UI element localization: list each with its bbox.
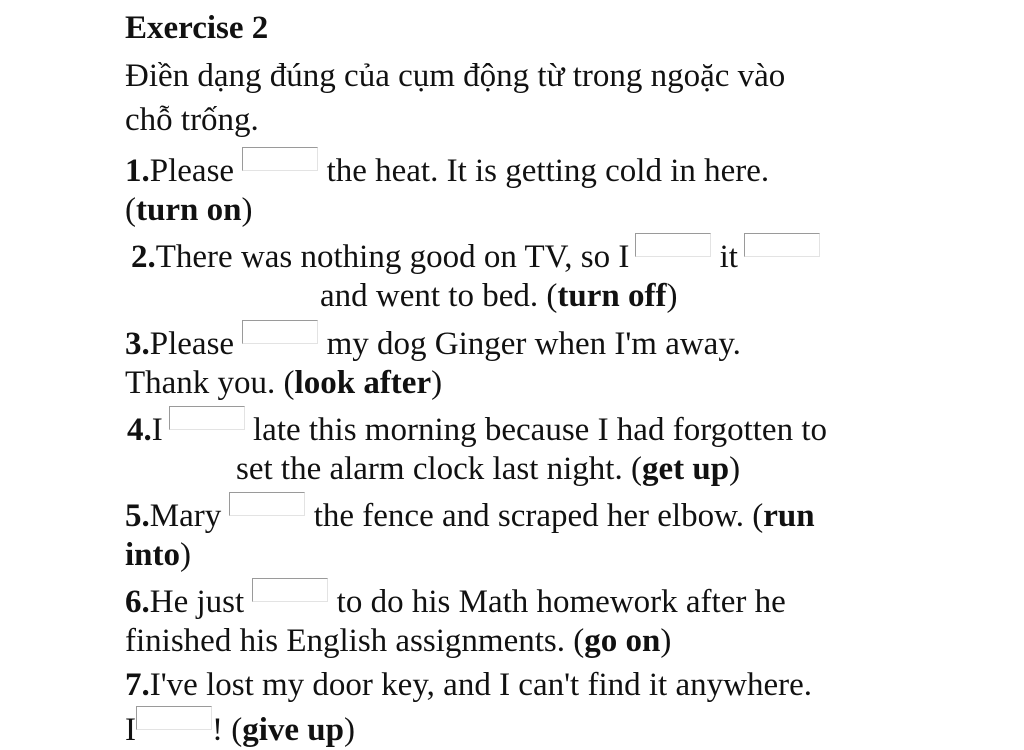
hint-verb: get up [641, 451, 730, 487]
item-4-line-1 [127, 406, 827, 450]
answer-blank-2a[interactable] [635, 233, 711, 257]
item-5-line-1 [125, 492, 815, 536]
item-1-line-2 [125, 190, 252, 230]
item-text: ! ( [212, 712, 243, 748]
answer-blank-3[interactable] [242, 320, 318, 344]
paren: ) [666, 278, 678, 314]
paren: ( [125, 192, 136, 228]
hint-verb: go on [584, 623, 661, 659]
item-text: Thank you. ( [125, 365, 295, 401]
paren: ) [344, 712, 356, 748]
hint-verb: look after [294, 365, 432, 401]
answer-blank-5[interactable] [229, 492, 305, 516]
item-number: 3. [125, 326, 150, 362]
answer-blank-1[interactable] [242, 147, 318, 171]
paren: ) [180, 537, 192, 573]
item-2-line-1 [131, 233, 820, 277]
item-text: Mary [149, 498, 222, 534]
item-7-line-2 [125, 706, 355, 750]
item-number: 2. [131, 239, 156, 275]
item-text: finished his English assignments. ( [125, 623, 585, 659]
item-number: 4. [127, 412, 152, 448]
item-3-line-1 [125, 320, 741, 364]
item-5-line-2 [125, 535, 191, 575]
item-number: 7. [125, 667, 150, 703]
item-6-line-1 [125, 578, 786, 622]
instruction-line-2: chỗ trống. [125, 102, 259, 138]
item-text: my dog Ginger when I'm away. [326, 326, 741, 362]
answer-blank-4[interactable] [169, 406, 245, 430]
item-number: 6. [125, 584, 150, 620]
item-text: and went to bed. ( [320, 278, 558, 314]
item-text: There was nothing good on TV, so I [155, 239, 630, 275]
item-text: I [125, 712, 136, 748]
paren: ) [431, 365, 443, 401]
item-text: I [151, 412, 163, 448]
paren: ) [660, 623, 672, 659]
answer-blank-6[interactable] [252, 578, 328, 602]
item-text: late this morning because I had forgotten to [253, 412, 827, 448]
item-text: Please [149, 153, 235, 189]
hint-verb-part-1: run [763, 498, 815, 534]
hint-verb: turn on [136, 192, 242, 228]
item-number: 5. [125, 498, 150, 534]
paren: ) [729, 451, 741, 487]
item-6-line-2 [125, 621, 671, 661]
item-text: Please [149, 326, 235, 362]
paren: ) [241, 192, 253, 228]
item-4-line-2 [236, 449, 740, 489]
item-3-line-2 [125, 363, 442, 403]
item-text: it [719, 239, 738, 275]
item-text: I've lost my door key, and I can't find it anywhere. [149, 667, 812, 703]
item-number: 1. [125, 153, 150, 189]
item-text: set the alarm clock last night. ( [236, 451, 642, 487]
item-text: to do his Math homework after he [336, 584, 786, 620]
exercise-title: Exercise 2 [125, 10, 269, 46]
hint-verb: give up [242, 712, 345, 748]
item-text: He just [149, 584, 245, 620]
item-7-line-1 [125, 665, 812, 705]
item-1-line-1 [125, 147, 769, 191]
answer-blank-2b[interactable] [744, 233, 820, 257]
item-2-line-2 [320, 276, 677, 316]
hint-verb: turn off [557, 278, 667, 314]
item-text: the heat. It is getting cold in here. [326, 153, 770, 189]
instruction-line-1: Điền dạng đúng của cụm động từ trong ngoặc vào [125, 58, 786, 94]
answer-blank-7[interactable] [136, 706, 212, 730]
hint-verb-part-2: into [125, 537, 181, 573]
item-text: the fence and scraped her elbow. ( [313, 498, 764, 534]
